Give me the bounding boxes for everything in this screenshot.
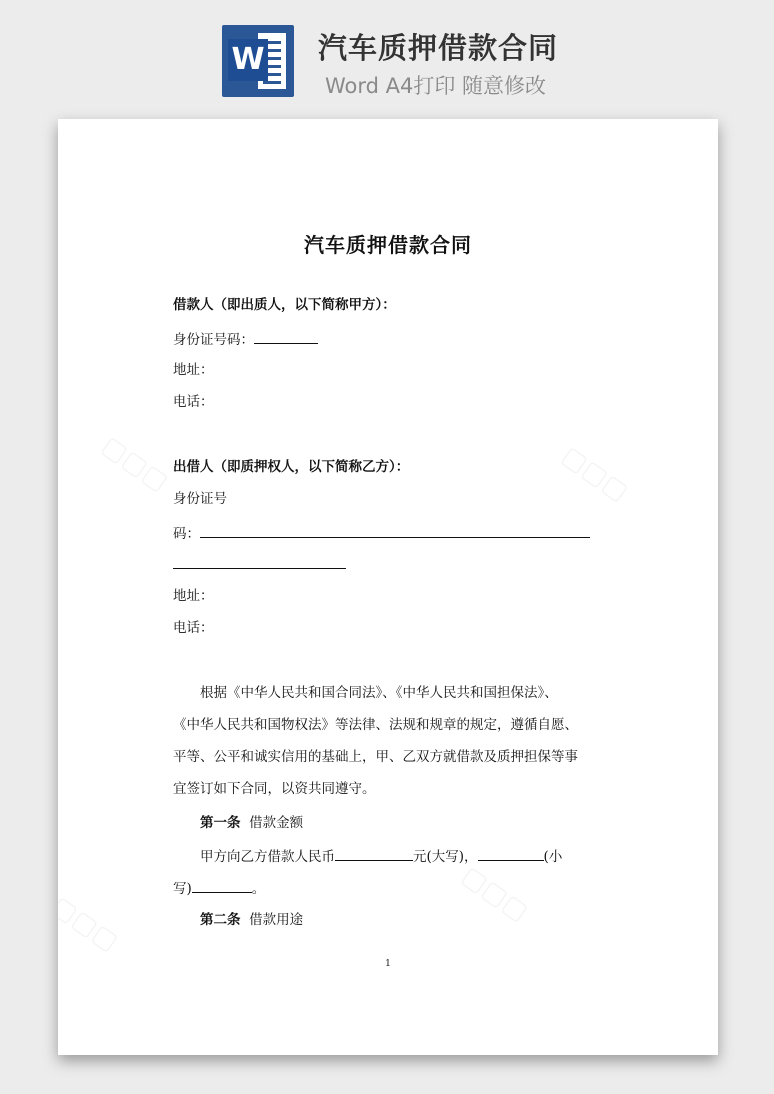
preamble-line-3: 平等、公平和诚实信用的基础上，甲、乙双方就借款及质押担保等事 [173, 749, 578, 765]
lender-id-line-2 [173, 554, 346, 574]
amount-text-c: (小 [543, 849, 563, 865]
banner-title: 汽车质押借款合同 [318, 31, 559, 65]
preamble-line-1: 根据《中华人民共和国合同法》、《中华人民共和国担保法》、 [200, 685, 558, 701]
watermark [58, 891, 124, 958]
lender-id-label-1: 身份证号 [173, 491, 227, 507]
lender-id-blank-2[interactable] [173, 554, 346, 569]
amount-text-b: 元(大写)， [413, 849, 478, 865]
borrower-id-line [173, 329, 318, 349]
lender-id-blank[interactable] [200, 523, 590, 538]
preamble-line-2: 《中华人民共和国物权法》等法律、法规和规章的规定，遵循自愿、 [173, 717, 578, 733]
word-letter: W [228, 39, 268, 81]
amount-text-a: 甲方向乙方借款人民币 [200, 849, 335, 865]
watermark [96, 431, 174, 498]
watermark [556, 441, 634, 508]
amount-line-1 [200, 846, 562, 866]
amount-text-d: 写) [173, 881, 192, 897]
borrower-phone-label: 电话： [173, 394, 214, 410]
lender-id-line [173, 523, 590, 543]
amount-text-e: 。 [251, 881, 266, 897]
document-title: 汽车质押借款合同 [304, 233, 472, 257]
article-1-label: 第一条 [200, 815, 241, 831]
banner-subtitle: Word A4打印 随意修改 [325, 74, 547, 98]
article-1-title: 借款金额 [249, 815, 304, 831]
lender-phone-label: 电话： [173, 620, 214, 636]
article-2-title: 借款用途 [249, 912, 304, 928]
header-banner [0, 0, 774, 110]
borrower-id-label: 身份证号码： [173, 332, 254, 348]
page-number: 1 [385, 959, 391, 969]
lender-id-label-2: 码： [173, 526, 200, 542]
watermark [456, 861, 534, 928]
word-document-icon [222, 25, 294, 97]
article-1-heading [200, 814, 303, 832]
lender-heading: 出借人（即质押权人，以下简称乙方）： [173, 459, 410, 475]
borrower-address-label: 地址： [173, 362, 214, 378]
preamble-line-4: 宜签订如下合同，以资共同遵守。 [173, 781, 376, 797]
borrower-id-blank[interactable] [254, 329, 318, 344]
article-2-label: 第二条 [200, 912, 241, 928]
amount-line-2 [173, 878, 265, 898]
lender-address-label: 地址： [173, 588, 214, 604]
amount-lowercase-blank-2[interactable] [192, 878, 252, 893]
document-page [58, 119, 718, 1055]
amount-uppercase-blank[interactable] [335, 846, 413, 861]
amount-lowercase-blank[interactable] [478, 846, 544, 861]
borrower-heading: 借款人（即出质人，以下简称甲方）： [173, 297, 396, 313]
article-2-heading [200, 911, 303, 929]
